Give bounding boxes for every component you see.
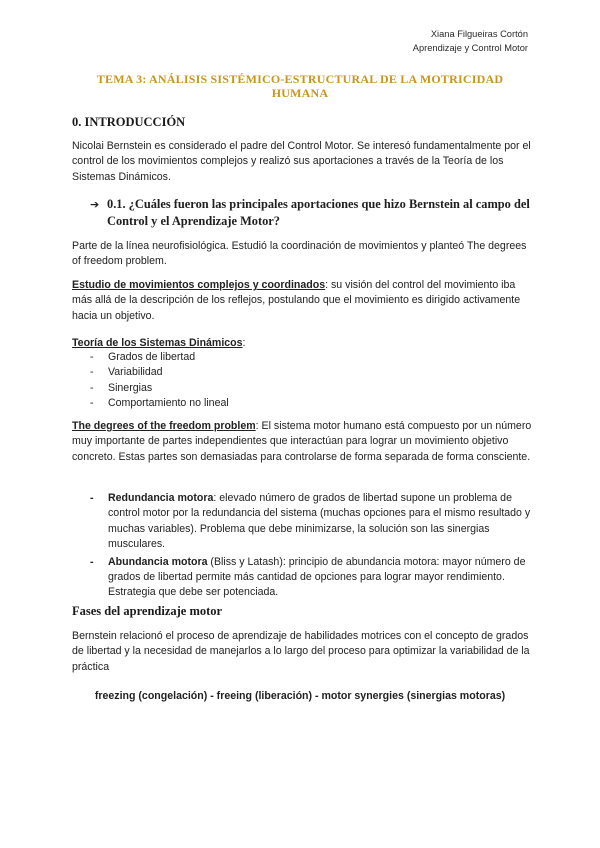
dash: - [90,397,94,410]
question-text: 0.1. ¿Cuáles fueron las principales aportaciones que hizo Bernstein al campo del Control y el Aprendizaje Motor? [107,197,530,228]
list-item [72,381,229,396]
intro-paragraph: Nicolai Bernstein es considerado el padre del Control Motor. Se interesó fundamentalmente por el control de los movimientos complejos y realizó sus aportaciones a través de la Teoría de los Sistemas Dinámicos. [72,140,531,183]
phases-paragraph: Bernstein relacionó el proceso de aprendizaje de habilidades motrices con el concepto de grados de libertad y la necesidad de manejarlos a lo largo del proceso para optimizar la variabilidad de la práctica [72,630,530,673]
phases-formula: freezing (congelación) - freeing (liberación) - motor synergies (sinergias motoras) [94,690,506,702]
complex-study-label: Estudio de movimientos complejos y coordinados [72,279,326,291]
dynamic-systems-label: Teoría de los Sistemas Dinámicos [72,337,243,349]
dash: - [90,366,94,379]
list-item [72,491,532,553]
phases-heading: Fases del aprendizaje motor [72,604,223,618]
bullet-term: Redundancia motora [108,492,214,504]
bullet-term: Abundancia motora [108,555,208,568]
answer-paragraph: Parte de la línea neurofisiológica. Estudió la coordinación de movimientos y planteó The degrees of freedom problem. [72,240,527,268]
list-item [72,555,532,601]
list-item-text: Comportamiento no lineal [108,397,229,410]
dash: - [90,381,94,394]
list-item-text: Sinergias [108,381,153,394]
complex-study-text: : su visión del control del movimiento iba más allá de la descripción de los reflejos, postulando que el movimiento es dirigido activamente hacia un objetivo. [72,279,521,322]
header-subject: Aprendizaje y Control Motor [412,43,528,53]
question-heading [90,196,530,230]
dof-problem-label: The degrees of the freedom problem [72,420,256,432]
page-title [70,72,530,100]
list-item-text: Grados de libertad [108,351,196,363]
list-item [72,396,229,411]
dash: - [90,492,94,504]
list-item [72,350,229,365]
list-item-text: Variabilidad [108,366,163,379]
dash: - [90,555,94,568]
dynamic-systems-list [72,350,229,412]
title-line-2: HUMANA [271,86,329,100]
dynamic-systems-colon: : [242,337,246,349]
dash: - [90,351,94,363]
dof-problem-text: : El sistema motor humano está compuesto por un número muy importante de partes independientes que interactúan para lograr un movimiento objetivo concreto. Estas partes son demasiadas para controlarse de forma separada de forma consciente. [72,420,532,463]
header-author: Xiana Filgueiras Cortón [430,29,528,39]
motor-bullet-list [72,491,532,603]
list-item [72,365,229,380]
title-line-1: TEMA 3: ANÁLISIS SISTÉMICO-ESTRUCTURAL DE LA MOTRICIDAD [96,72,504,86]
bullet-text: : elevado número de grados de libertad supone un problema de control motor por la redundancia del sistema (muchas opciones para el mismo resultado y muchas variables). Problema que debe minimizarse, la solución son las sinergias musculares. [108,492,531,551]
arrow-right-icon: ➔ [90,198,100,211]
complex-study-paragraph [72,278,532,324]
dof-problem-paragraph [72,419,532,465]
intro-heading: 0. INTRODUCCIÓN [72,115,186,129]
bullet-text: (Bliss y Latash): principio de abundancia motora: mayor número de grados de libertad permite más cantidad de opciones para lograr mayor rendimiento. Estrategia que debe ser potenciada. [108,555,526,599]
